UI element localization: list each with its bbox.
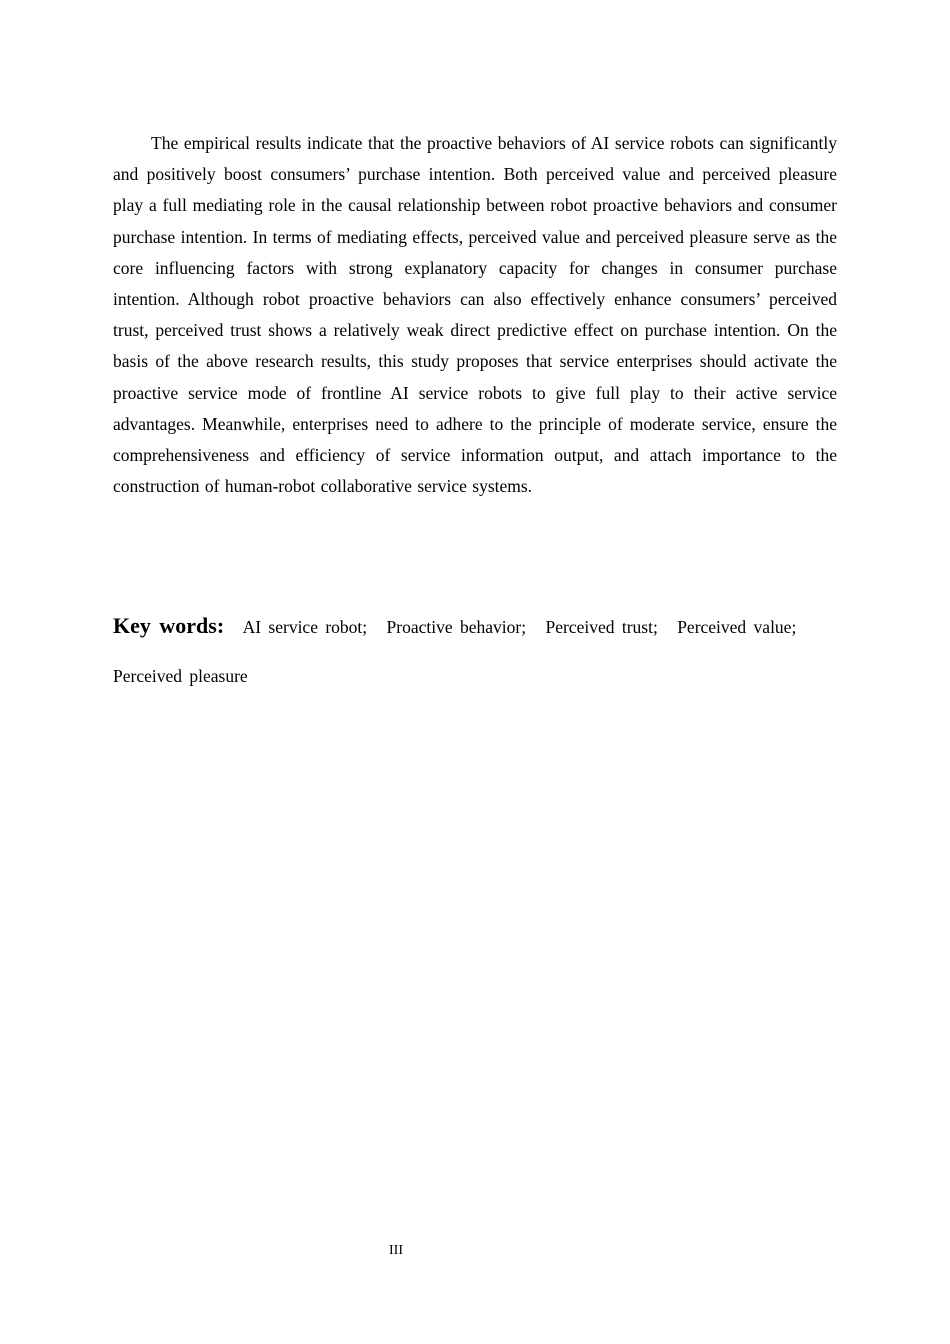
keyword-item: Perceived pleasure	[113, 666, 248, 686]
page-number: III	[389, 1243, 403, 1258]
keyword-item: AI service robot;	[242, 617, 368, 637]
keyword-item: Perceived trust;	[545, 617, 658, 637]
keyword-item: Perceived value;	[677, 617, 797, 637]
keywords-line	[113, 601, 813, 701]
keyword-item: Proactive behavior;	[386, 617, 527, 637]
abstract-paragraph: The empirical results indicate that the proactive behaviors of AI service robots can significantly and positively boost consumers’ purchase intention. Both perceived value and perceived pleasure play a full mediating role in the causal relationship between robot proactive behaviors and consumer purchase intention. In terms of mediating effects, perceived value and perceived pleasure serve as the core influencing factors with strong explanatory capacity for changes in consumer purchase intention. Although robot proactive behaviors can also effectively enhance consumers’ perceived trust, perceived trust shows a relatively weak direct predictive effect on purchase intention. On the basis of the above research results, this study proposes that service enterprises should activate the proactive service mode of frontline AI service robots to give full play to their active service advantages. Meanwhile, enterprises need to adhere to the principle of moderate service, ensure the comprehensiveness and efficiency of service information output, and attach importance to the construction of human-robot collaborative service systems.	[113, 133, 837, 497]
keywords-label: Key words:	[113, 613, 225, 638]
